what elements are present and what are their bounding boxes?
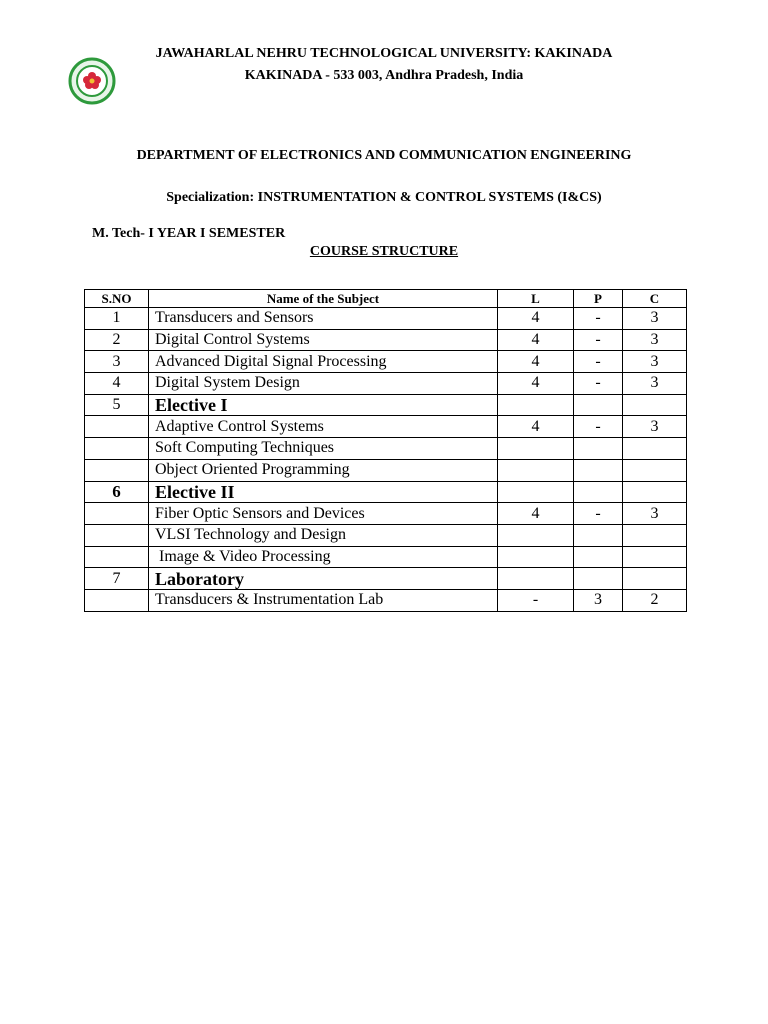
l-cell xyxy=(498,438,574,460)
p-cell xyxy=(574,524,623,546)
c-cell: 3 xyxy=(623,329,687,351)
p-cell xyxy=(574,394,623,416)
table-row xyxy=(85,589,687,611)
header-l: L xyxy=(498,290,574,308)
l-cell xyxy=(498,546,574,568)
university-address: KAKINADA - 533 003, Andhra Pradesh, India xyxy=(244,68,524,83)
c-cell: 3 xyxy=(623,373,687,395)
course-structure-table xyxy=(84,289,687,612)
sno-cell: 6 xyxy=(85,481,149,503)
table-row xyxy=(85,459,687,481)
table-row xyxy=(85,503,687,525)
subject-cell: Advanced Digital Signal Processing xyxy=(149,351,498,373)
table-row xyxy=(85,329,687,351)
subject-cell: Transducers and Sensors xyxy=(149,308,498,330)
table-row xyxy=(85,351,687,373)
sno-cell xyxy=(85,589,149,611)
l-cell: 4 xyxy=(498,503,574,525)
table-row xyxy=(85,308,687,330)
sno-cell xyxy=(85,524,149,546)
c-cell: 3 xyxy=(623,503,687,525)
subject-cell: Elective I xyxy=(149,394,498,416)
l-cell: 4 xyxy=(498,416,574,438)
course-structure-heading: COURSE STRUCTURE xyxy=(309,244,459,259)
c-cell xyxy=(623,481,687,503)
l-cell: 4 xyxy=(498,308,574,330)
p-cell xyxy=(574,546,623,568)
subject-cell: VLSI Technology and Design xyxy=(149,524,498,546)
table-row xyxy=(85,524,687,546)
c-cell xyxy=(623,546,687,568)
p-cell: - xyxy=(574,503,623,525)
header-p: P xyxy=(574,290,623,308)
sno-cell xyxy=(85,416,149,438)
l-cell xyxy=(498,394,574,416)
sno-cell: 1 xyxy=(85,308,149,330)
l-cell xyxy=(498,568,574,590)
semester-label: M. Tech- I YEAR I SEMESTER xyxy=(92,226,286,241)
p-cell: - xyxy=(574,416,623,438)
sno-cell: 2 xyxy=(85,329,149,351)
p-cell xyxy=(574,481,623,503)
table-row xyxy=(85,568,687,590)
p-cell xyxy=(574,459,623,481)
p-cell: 3 xyxy=(574,589,623,611)
sno-cell xyxy=(85,459,149,481)
l-cell: 4 xyxy=(498,351,574,373)
table-row xyxy=(85,438,687,460)
c-cell xyxy=(623,459,687,481)
table-row xyxy=(85,546,687,568)
l-cell: 4 xyxy=(498,329,574,351)
c-cell xyxy=(623,394,687,416)
sno-cell: 5 xyxy=(85,394,149,416)
c-cell xyxy=(623,438,687,460)
sno-cell xyxy=(85,546,149,568)
department-title: DEPARTMENT OF ELECTRONICS AND COMMUNICATION ENGINEERING xyxy=(136,148,632,163)
l-cell: 4 xyxy=(498,373,574,395)
p-cell: - xyxy=(574,329,623,351)
table-row xyxy=(85,416,687,438)
header-sno: S.NO xyxy=(85,290,149,308)
p-cell: - xyxy=(574,351,623,373)
l-cell: - xyxy=(498,589,574,611)
l-cell xyxy=(498,481,574,503)
l-cell xyxy=(498,524,574,546)
specialization-title: Specialization: INSTRUMENTATION & CONTROL SYSTEMS (I&CS) xyxy=(166,190,602,205)
c-cell: 3 xyxy=(623,351,687,373)
subject-cell: Fiber Optic Sensors and Devices xyxy=(149,503,498,525)
sno-cell: 4 xyxy=(85,373,149,395)
subject-cell: Digital System Design xyxy=(149,373,498,395)
subject-cell: Transducers & Instrumentation Lab xyxy=(149,589,498,611)
sno-cell: 7 xyxy=(85,568,149,590)
subject-cell: Elective II xyxy=(149,481,498,503)
table-row xyxy=(85,394,687,416)
subject-cell: Image & Video Processing xyxy=(149,546,498,568)
table-header-row xyxy=(85,290,687,308)
c-cell: 3 xyxy=(623,308,687,330)
sno-cell xyxy=(85,438,149,460)
subject-cell: Adaptive Control Systems xyxy=(149,416,498,438)
p-cell xyxy=(574,568,623,590)
table-row xyxy=(85,481,687,503)
subject-cell: Laboratory xyxy=(149,568,498,590)
sno-cell: 3 xyxy=(85,351,149,373)
table-row xyxy=(85,373,687,395)
subject-cell: Digital Control Systems xyxy=(149,329,498,351)
header-c: C xyxy=(623,290,687,308)
subject-cell: Object Oriented Programming xyxy=(149,459,498,481)
c-cell: 3 xyxy=(623,416,687,438)
c-cell xyxy=(623,568,687,590)
sno-cell xyxy=(85,503,149,525)
c-cell: 2 xyxy=(623,589,687,611)
p-cell: - xyxy=(574,373,623,395)
header-subject: Name of the Subject xyxy=(149,290,498,308)
p-cell: - xyxy=(574,308,623,330)
l-cell xyxy=(498,459,574,481)
university-name: JAWAHARLAL NEHRU TECHNOLOGICAL UNIVERSITY: KAKINADA xyxy=(155,46,613,61)
c-cell xyxy=(623,524,687,546)
p-cell xyxy=(574,438,623,460)
subject-cell: Soft Computing Techniques xyxy=(149,438,498,460)
